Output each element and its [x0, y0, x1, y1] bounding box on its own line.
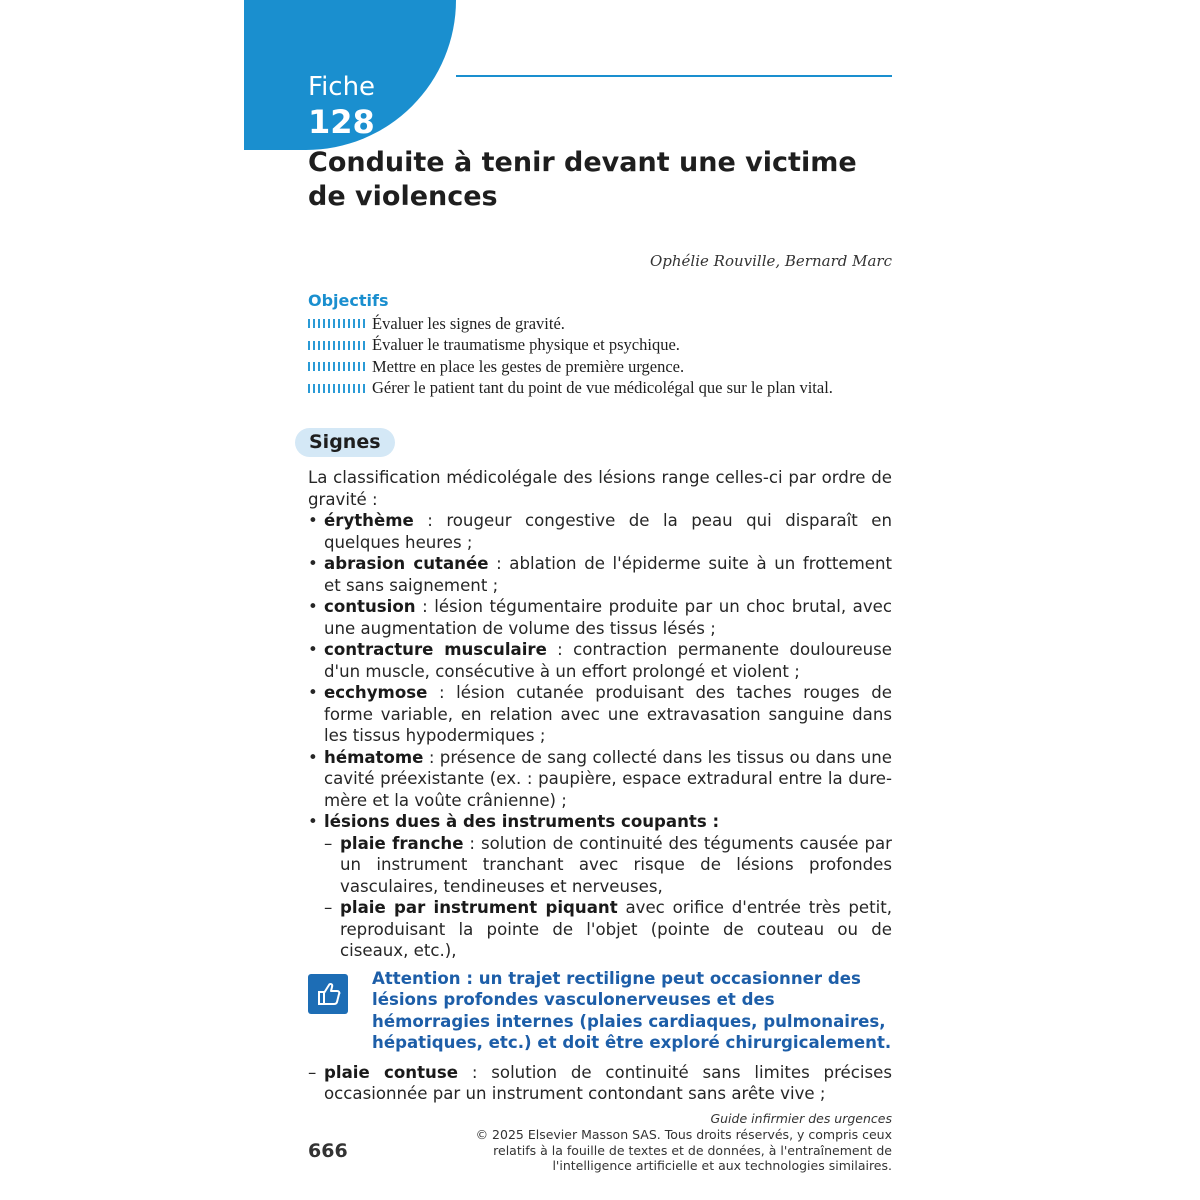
page-title: Conduite à tenir devant une victime de violences	[308, 147, 857, 212]
fiche-number: 128	[308, 103, 375, 141]
list-item: • hématome : présence de sang collecté dans les tissus ou dans une cavité préexistante (ex. : paupière, espace extradural entre la dure-mère et la voûte crânienne) ;	[308, 747, 892, 812]
section-body	[308, 467, 892, 1105]
intro-paragraph: La classification médicolégale des lésions range celles-ci par ordre de gravité :	[308, 468, 892, 509]
list-item: • contusion : lésion tégumentaire produite par un choc brutal, avec une augmentation de volume des tissus lésés ;	[308, 596, 892, 639]
authors: Ophélie Rouville, Bernard Marc	[649, 252, 892, 270]
objective-item: Évaluer les signes de gravité.	[308, 313, 908, 335]
fiche-label: Fiche	[308, 72, 376, 102]
header-rule	[456, 75, 892, 77]
list-item: • contracture musculaire : contraction permanente douloureuse d'un muscle, consécutive à un effort prolongé et violent ;	[308, 639, 892, 682]
page-number: 666	[308, 1140, 348, 1162]
objective-item: Mettre en place les gestes de première urgence.	[308, 356, 908, 378]
section-heading-signes: Signes	[295, 428, 395, 457]
list-item: • ecchymose : lésion cutanée produisant des taches rouges de forme variable, en relation avec une extravasation sanguine dans les tissus hypodermiques ;	[308, 682, 892, 747]
objective-item: Gérer le patient tant du point de vue médicolégal que sur le plan vital.	[308, 378, 908, 400]
striped-marker-icon	[308, 319, 366, 328]
copyright-notice: © 2025 Elsevier Masson SAS. Tous droits réservés, y compris ceux relatifs à la fouille de textes et de données, à l'entraînement de l'intelligence artificielle et aux technologies similaires.	[475, 1127, 892, 1173]
attention-text: Attention : un trajet rectiligne peut occasionner des lésions profondes vasculonerveuses et des hémorragies internes (plaies cardiaques, pulmonaires, hépatiques, etc.) et doit être exploré chirurgicalement.	[372, 968, 892, 1052]
sub-list-item: – plaie franche : solution de continuité des téguments causée par un instrument tranchant avec risque de lésions profondes vasculaires, tendineuses et nerveuses,	[308, 833, 892, 898]
thumbs-up-icon	[308, 974, 348, 1014]
list-item: • lésions dues à des instruments coupants :	[308, 811, 892, 833]
objectives-list	[308, 313, 908, 399]
list-item: – plaie contuse : solution de continuité sans limites précises occasionnée par un instrument contondant sans arête vive ;	[308, 1062, 892, 1105]
book-title: Guide infirmier des urgences	[710, 1111, 892, 1126]
sub-list-item: – plaie par instrument piquant avec orifice d'entrée très petit, reproduisant la pointe de l'objet (pointe de couteau ou de ciseaux, etc.),	[308, 897, 892, 962]
objective-item: Évaluer le traumatisme physique et psychique.	[308, 335, 908, 357]
attention-callout	[308, 968, 892, 1054]
striped-marker-icon	[308, 341, 366, 350]
striped-marker-icon	[308, 362, 366, 371]
objectives-heading: Objectifs	[308, 291, 389, 310]
striped-marker-icon	[308, 384, 366, 393]
list-item: • érythème : rougeur congestive de la peau qui disparaît en quelques heures ;	[308, 510, 892, 553]
list-item: • abrasion cutanée : ablation de l'épiderme suite à un frottement et sans saignement ;	[308, 553, 892, 596]
